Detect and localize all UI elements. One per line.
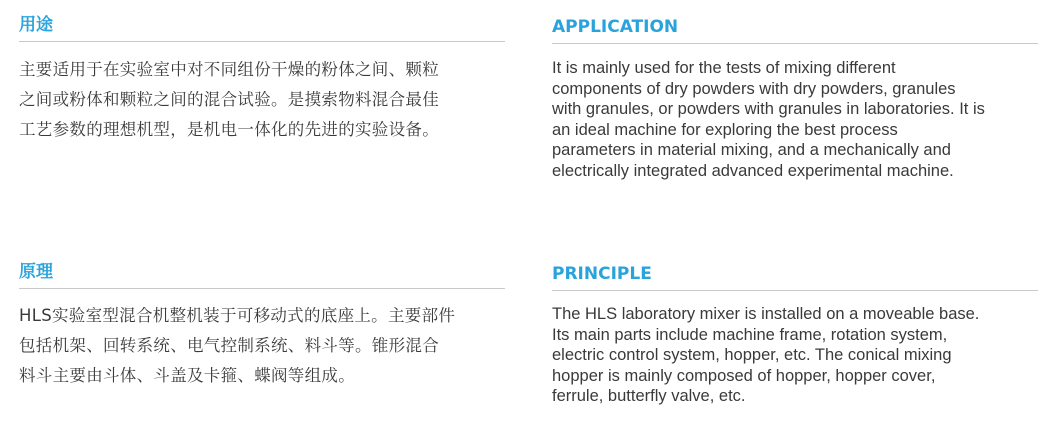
application-heading-en: APPLICATION	[552, 17, 679, 37]
principle-line-en: The HLS laboratory mixer is installed on a moveable base.	[552, 305, 980, 323]
principle-line-en: Its main parts include machine frame, rotation system,	[552, 325, 948, 344]
usage-line-cn: 之间或粉体和颗粒之间的混合试验。是摸索物料混合最佳	[19, 90, 439, 109]
principle-line-cn: 包括机架、回转系统、电气控制系统、料斗等。锥形混合	[19, 336, 439, 355]
principle-line-cn: HLS实验室型混合机整机装于可移动式的底座上。主要部件	[19, 306, 456, 325]
usage-heading-cn: 用途	[19, 15, 53, 35]
principle-section-en	[552, 263, 1038, 407]
principle-body-en	[552, 304, 1038, 407]
usage-line-cn: 主要适用于在实验室中对不同组份干燥的粉体之间、颗粒	[19, 60, 439, 79]
application-line-en: parameters in material mixing, and a mechanically and	[552, 141, 951, 159]
principle-line-en: hopper is mainly composed of hopper, hopper cover,	[552, 366, 936, 385]
application-section-en	[552, 16, 1038, 181]
application-body-en	[552, 58, 1038, 181]
application-line-en: an ideal machine for exploring the best process	[552, 120, 898, 139]
usage-body-cn	[19, 55, 505, 145]
principle-section-cn	[19, 261, 505, 391]
application-line-en: components of dry powders with dry powders, granules	[552, 79, 956, 98]
application-line-en: with granules, or powders with granules in laboratories. It is	[552, 100, 985, 118]
usage-section-cn	[19, 14, 505, 145]
principle-heading-en: PRINCIPLE	[552, 264, 652, 284]
principle-line-cn: 料斗主要由斗体、斗盖及卡箍、蝶阀等组成。	[19, 366, 355, 385]
principle-divider-en	[552, 290, 1038, 291]
application-line-en: electrically integrated advanced experimental machine.	[552, 161, 954, 180]
principle-heading-cn: 原理	[19, 262, 53, 282]
application-divider-en	[552, 43, 1038, 44]
usage-line-cn: 工艺参数的理想机型，是机电一体化的先进的实验设备。	[19, 120, 439, 139]
principle-divider-cn	[19, 288, 505, 289]
principle-line-en: electric control system, hopper, etc. The conical mixing	[552, 346, 952, 364]
application-line-en: It is mainly used for the tests of mixing different	[552, 59, 896, 77]
principle-line-en: ferrule, butterfly valve, etc.	[552, 387, 746, 405]
principle-body-cn	[19, 301, 505, 391]
usage-divider-cn	[19, 41, 505, 42]
